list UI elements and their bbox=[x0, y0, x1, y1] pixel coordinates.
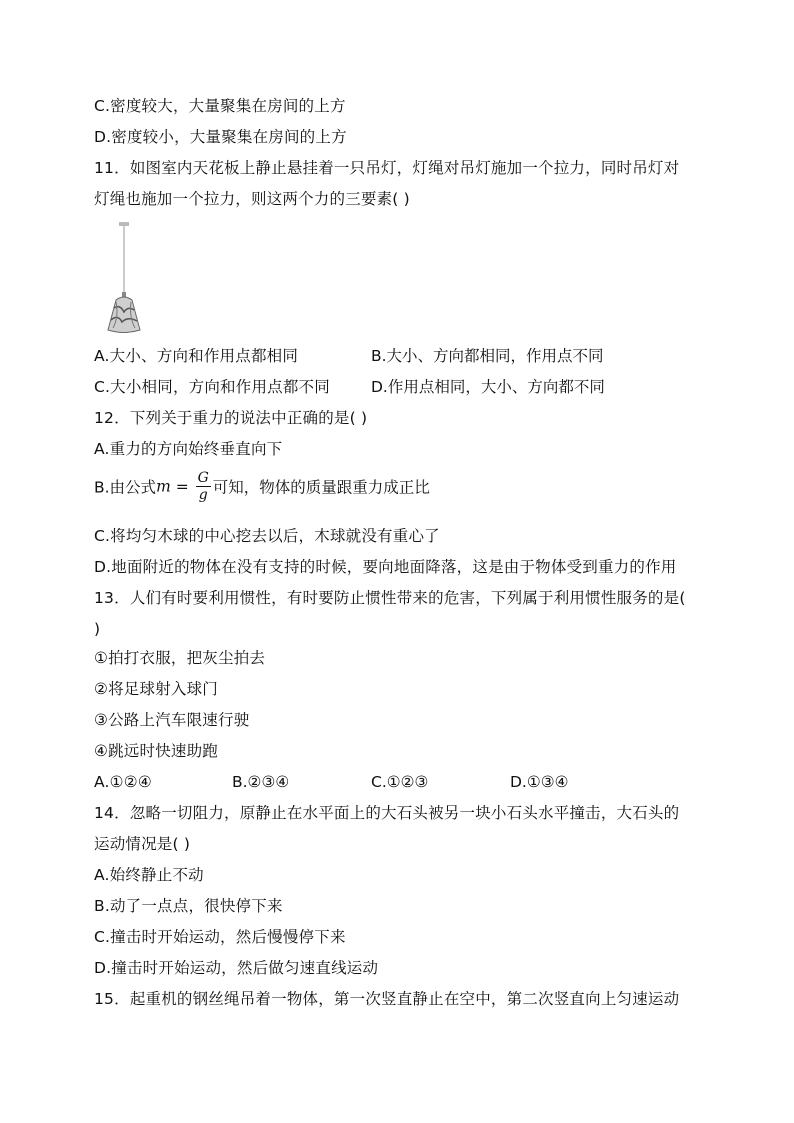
q13-option-c: C.①②③ bbox=[371, 773, 429, 791]
q12-option-a: A.重力的方向始终垂直向下 bbox=[94, 440, 283, 458]
q14-option-c: C.撞击时开始运动，然后慢慢停下来 bbox=[94, 928, 346, 946]
q13-stem-line1: 13．人们有时要利用惯性，有时要防止惯性带来的危害，下列属于利用惯性服务的是( bbox=[94, 589, 686, 607]
q13-option-b: B.②③④ bbox=[232, 773, 290, 791]
formula-equals: = bbox=[170, 477, 194, 496]
q12-option-c: C.将均匀木球的中心挖去以后，木球就没有重心了 bbox=[94, 527, 440, 545]
q10-option-c: C.密度较大，大量聚集在房间的上方 bbox=[94, 97, 346, 115]
q13-item-4: ④跳远时快速助跑 bbox=[94, 742, 218, 760]
q13-stem-line2: ) bbox=[94, 620, 101, 638]
q12-option-b-prefix: B.由公式 bbox=[94, 478, 157, 497]
q14-option-b: B.动了一点点，很快停下来 bbox=[94, 897, 283, 915]
q11-option-b: B.大小、方向都相同，作用点不同 bbox=[371, 347, 604, 365]
q13-item-2: ②将足球射入球门 bbox=[94, 680, 218, 698]
q14-stem-line2: 运动情况是( ) bbox=[94, 835, 191, 853]
formula-denominator: g bbox=[198, 487, 208, 503]
q12-stem: 12．下列关于重力的说法中正确的是( ) bbox=[94, 409, 368, 427]
formula-numerator: G bbox=[197, 470, 209, 486]
q13-item-3: ③公路上汽车限速行驶 bbox=[94, 711, 250, 729]
q12-option-b bbox=[94, 470, 430, 512]
pendant-lamp-image bbox=[104, 222, 144, 334]
q13-item-1: ①拍打衣服，把灰尘拍去 bbox=[94, 649, 266, 667]
q11-stem-line1: 11．如图室内天花板上静止悬挂着一只吊灯，灯绳对吊灯施加一个拉力，同时吊灯对 bbox=[94, 159, 680, 177]
q11-option-a: A.大小、方向和作用点都相同 bbox=[94, 347, 299, 365]
q14-stem-line1: 14．忽略一切阻力，原静止在水平面上的大石头被另一块小石头水平撞击，大石头的 bbox=[94, 804, 680, 822]
q14-option-d: D.撞击时开始运动，然后做匀速直线运动 bbox=[94, 959, 379, 977]
q15-stem-line1: 15．起重机的钢丝绳吊着一物体，第一次竖直静止在空中，第二次竖直向上匀速运动 bbox=[94, 990, 680, 1008]
q13-option-a: A.①②④ bbox=[94, 773, 152, 791]
q11-option-c: C.大小相同，方向和作用点都不同 bbox=[94, 378, 330, 396]
q10-option-d: D.密度较小，大量聚集在房间的上方 bbox=[94, 128, 347, 146]
formula-mass-symbol: m bbox=[156, 477, 171, 496]
q12-option-b-suffix: 可知，物体的质量跟重力成正比 bbox=[212, 478, 430, 497]
q14-option-a: A.始终静止不动 bbox=[94, 866, 204, 884]
formula-fraction bbox=[196, 470, 211, 503]
q11-option-d: D.作用点相同，大小、方向都不同 bbox=[371, 378, 605, 396]
q12-option-d: D.地面附近的物体在没有支持的时候，要向地面降落，这是由于物体受到重力的作用 bbox=[94, 558, 677, 576]
q13-option-d: D.①③④ bbox=[510, 773, 569, 791]
q11-stem-line2: 灯绳也施加一个拉力，则这两个力的三要素( ) bbox=[94, 190, 410, 208]
